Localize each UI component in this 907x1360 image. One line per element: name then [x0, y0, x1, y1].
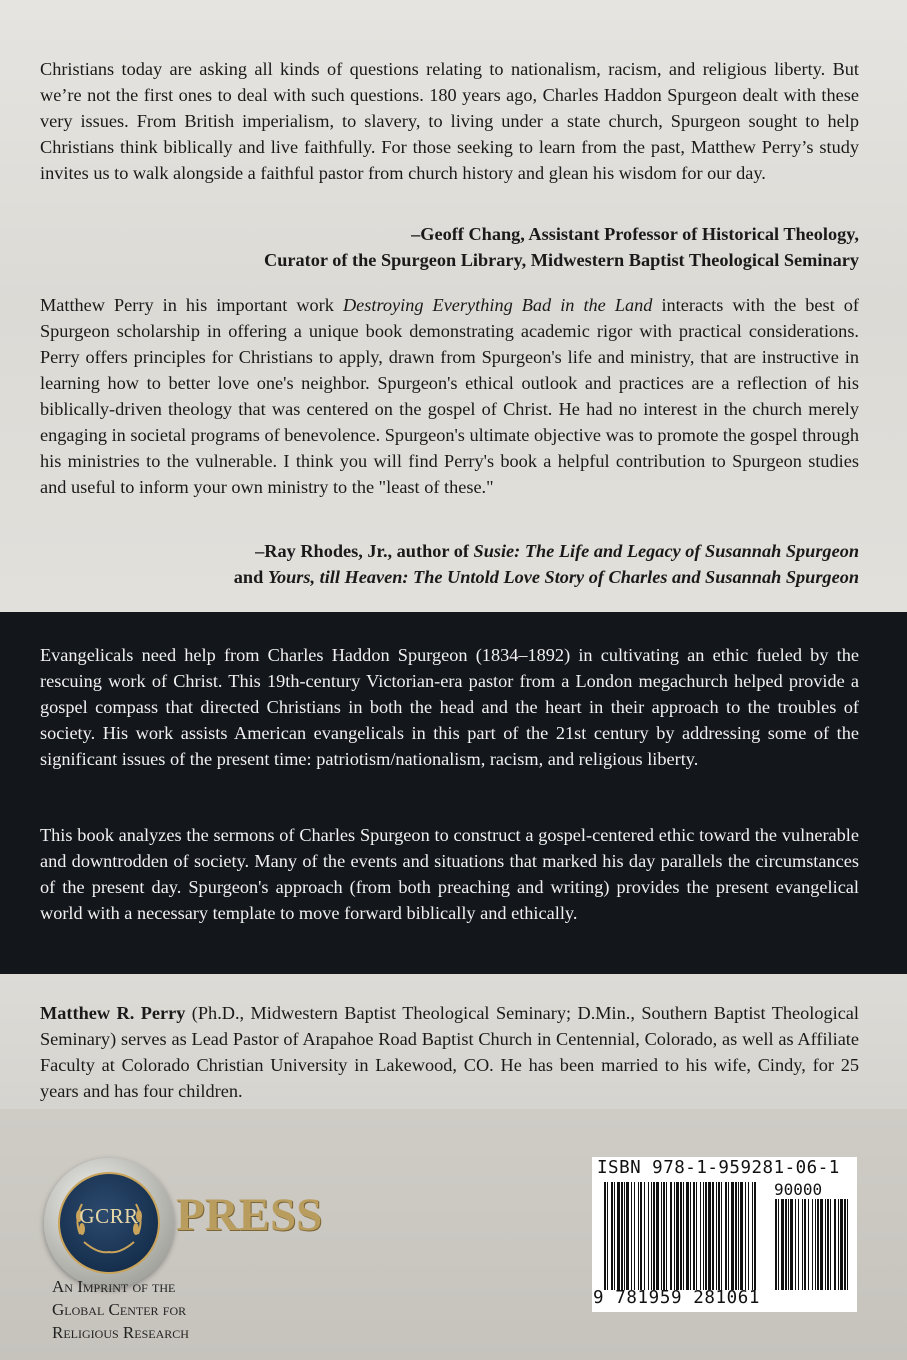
endorsement-attribution-line1: –Geoff Chang, Assistant Professor of Historical Theology,: [411, 224, 859, 244]
barcode-addon-bar: [834, 1199, 836, 1290]
barcode-bar: [740, 1182, 743, 1290]
author-bio: [40, 1000, 859, 1104]
barcode-addon-bar: [825, 1199, 826, 1290]
barcode-bar: [716, 1182, 717, 1290]
barcode-addon-bar: [781, 1199, 784, 1290]
barcode-addon-bar: [788, 1199, 789, 1290]
barcode-bar: [617, 1182, 620, 1290]
isbn-label: ISBN 978-1-959281-06-1: [597, 1158, 840, 1178]
description-band: [0, 612, 907, 974]
barcode-bar: [638, 1182, 639, 1290]
barcode-addon-bar: [827, 1199, 829, 1290]
barcode-bar: [705, 1182, 707, 1290]
barcode-bar: [696, 1182, 697, 1290]
barcode-bar: [653, 1182, 655, 1290]
barcode-bar: [644, 1182, 645, 1290]
barcode-bar: [621, 1182, 623, 1290]
barcode-bar: [700, 1182, 701, 1290]
barcode-bar: [674, 1182, 675, 1290]
barcode-bar: [703, 1182, 704, 1290]
barcode-bar: [731, 1182, 734, 1290]
barcode-addon-bar: [847, 1199, 848, 1290]
barcode-addon-bar: [844, 1199, 846, 1290]
barcode-bar: [745, 1182, 746, 1290]
barcode-bar: [624, 1182, 625, 1290]
barcode-bar: [735, 1182, 737, 1290]
barcode-bar: [708, 1182, 711, 1290]
barcode-addon-bar: [795, 1199, 796, 1290]
attribution-prefix: –Ray Rhodes, Jr., author of: [255, 541, 474, 561]
barcode-bar: [666, 1182, 667, 1290]
barcode-bar: [648, 1182, 649, 1290]
imprint-text: [52, 1275, 189, 1344]
barcode-addon-bar: [820, 1199, 823, 1290]
barcode-addon-bar: [790, 1199, 793, 1290]
endorsement-attribution-line2: Curator of the Spurgeon Library, Midwestern Baptist Theological Seminary: [264, 250, 859, 270]
endorsement2-attribution-line1: [255, 538, 859, 564]
barcode-bar: [676, 1182, 679, 1290]
barcode-bar: [604, 1182, 606, 1290]
description-paragraph-2: This book analyzes the sermons of Charles Spurgeon to construct a gospel-centered ethic toward the vulnerable and downtrodden of society. Many of the events and situations that marked his day parallels the circumstances of the present day. Spurgeon's approach (from both preaching and writing) provides the present evangelical world with a necessary template to move forward biblically and ethically.: [40, 825, 859, 923]
barcode-bar: [651, 1182, 652, 1290]
author-bio-section: [0, 974, 907, 1109]
attribution-book1: Susie: The Life and Legacy of Susannah Spurgeon: [473, 541, 859, 561]
barcode-bar: [611, 1182, 613, 1290]
barcode-addon-bar: [840, 1199, 843, 1290]
price-code: 90000: [774, 1180, 823, 1199]
attribution-book2: Yours, till Heaven: The Untold Love Story of Charles and Susannah Spurgeon: [267, 567, 859, 587]
endorsement-geoff-chang: Christians today are asking all kinds of questions relating to nationalism, racism, and religious liberty. But we’re not the first ones to deal with such questions. 180 years ago, Charles Haddon Spurgeon dealt with these very issues. From British imperialism, to slavery, to living under a state church, Spurgeon sought to help Christians think biblically and live faithfully. For those seeking to learn from the past, Matthew Perry’s study invites us to walk alongside a faithful pastor from church history and glean his wisdom for our day.: [40, 59, 859, 183]
barcode-bar: [607, 1182, 608, 1290]
endorsement-ray-rhodes: [40, 292, 859, 500]
barcode-bar: [680, 1182, 682, 1290]
barcode-addon-bar: [804, 1199, 806, 1290]
barcode-bar: [712, 1182, 714, 1290]
endorsement2-text-before: Matthew Perry in his important work: [40, 295, 343, 315]
barcode-addon-bar: [812, 1199, 813, 1290]
barcode-bar: [661, 1182, 662, 1290]
barcode-bar: [656, 1182, 659, 1290]
imprint-line-3: Religious Research: [52, 1323, 189, 1342]
endorsement2-attribution-line2: [234, 564, 859, 590]
barcode-addon-bar: [817, 1199, 819, 1290]
barcode-addon-bar: [785, 1199, 787, 1290]
barcode-bar: [683, 1182, 684, 1290]
endorsement2-book-title: Destroying Everything Bad in the Land: [342, 295, 653, 315]
barcode-addon-bar: [802, 1199, 803, 1290]
description-paragraph-1: Evangelicals need help from Charles Haddon Spurgeon (1834–1892) in cultivating an ethic fueled by the rescuing work of Christ. This 19th-century Victorian-era pastor from a London megachurch helped provide a gospel compass that directed Christians in both the head and the heart in their approach to the troubles of society. His work assists American evangelicals in this part of the 21st century by addressing some of the significant issues of the present time: patriotism/nationalism, racism, and religious liberty.: [40, 645, 859, 769]
barcode-bar: [748, 1182, 749, 1290]
barcode-addon-bar: [778, 1199, 779, 1290]
barcode-bar: [614, 1182, 615, 1290]
gcrr-logo-text: GCRR: [79, 1204, 139, 1228]
barcode-digits: 9 781959 281061: [593, 1288, 761, 1308]
imprint-line-2: Global Center for: [52, 1300, 187, 1319]
barcode-bar: [631, 1182, 632, 1290]
barcode-bar: [728, 1182, 729, 1290]
barcode-addon-bar: [830, 1199, 831, 1290]
attribution-and: and: [233, 567, 268, 587]
barcode-bar: [690, 1182, 691, 1290]
barcode-addon-bar: [838, 1199, 839, 1290]
barcode-bar: [754, 1182, 756, 1290]
author-name: Matthew R. Perry: [40, 1003, 186, 1023]
barcode-addon-bar: [798, 1199, 799, 1290]
barcode-bar: [686, 1182, 689, 1290]
imprint-line-1: An Imprint of the: [52, 1277, 176, 1296]
barcode-bar: [640, 1182, 642, 1290]
barcode-bar: [725, 1182, 727, 1290]
barcode-bar: [752, 1182, 753, 1290]
barcode-addon-bar: [808, 1199, 809, 1290]
endorsement2-text-after: interacts with the best of Spurgeon scholarship in offering a unique book demonstrating academic rigor with practical considerations. Perry offers principles for Christians to apply, drawn from Spurgeon's life and ministry, that are instructive in learning how to better love one's neighbor. Spurgeon's ethical outlook and practices are a reflection of his biblically-driven theology that was centered on the gospel of Christ. He had no interest in the church merely engaging in societal programs of benevolence. Spurgeon's ultimate objective was to promote the gospel through his ministries to the vulnerable. I think you will find Perry's book a helpful contribution to Spurgeon studies and useful to inform your own ministry to the "least of these.": [40, 295, 859, 497]
barcode-addon-bar: [775, 1199, 777, 1290]
barcode-bar: [721, 1182, 722, 1290]
barcode-bar: [634, 1182, 635, 1290]
barcode-bar: [693, 1182, 695, 1290]
barcode-addon-bar: [815, 1199, 816, 1290]
barcode-bar: [626, 1182, 629, 1290]
barcode-bar: [718, 1182, 720, 1290]
press-wordmark: PRESS: [176, 1189, 323, 1241]
barcode-bar: [738, 1182, 739, 1290]
barcode-bar: [663, 1182, 665, 1290]
barcode-bar: [670, 1182, 672, 1290]
author-bio-text: (Ph.D., Midwestern Baptist Theological Seminary; D.Min., Southern Baptist Theological Seminary) serves as Lead Pastor of Arapahoe Road Baptist Church in Centennial, Colorado, as well as Affiliate Faculty at Colorado Christian University in Lakewood, CO. He has been married to his wife, Cindy, for 25 years and has four children.: [40, 1003, 859, 1101]
